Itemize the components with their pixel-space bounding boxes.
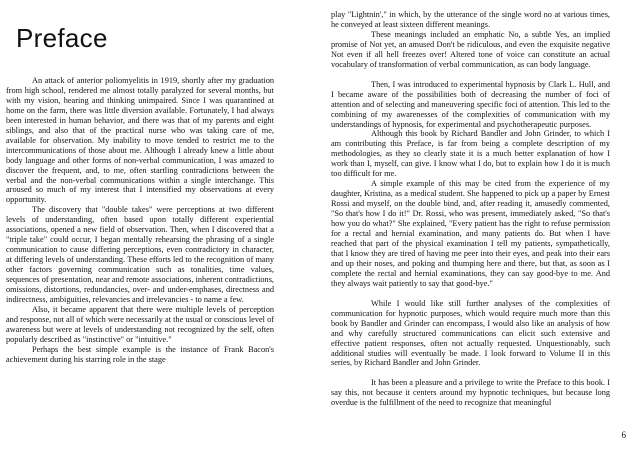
paragraph: An attack of anterior poliomyelitis in 1919, shortly after my graduation from high school, rendered me almost totally paralyzed for several months, but with my vision, hearing and thinking unimpaired. Since I was quarantined at home on the farm, there was little diversion available. Fortunately, I had always been interested in human behavior, and there was that of my parents and eight siblings, and also that of the practical nurse who was taking care of me, available for observation. My inability to move tended to restrict me to the intercommunications of those about me. Although I already knew a little about body language and other forms of non-verbal communication, I was amazed to discover the frequent, and, to me, often startling contradictions between the verbal and the non-verbal communications within a single interchange. This aroused so much of my interest that I intensified my observations at every opportunity. (6, 76, 274, 205)
paragraph-gap (331, 368, 610, 378)
paragraph: Although this book by Richard Bandler and John Grinder, to which I am contributing this Preface, is far from being a complete description of my methodologies, as they so clearly state it is a much better explanation of how I work than I, myself, can give. I know what I do, but to explain how I do it is much too difficult for me. (331, 129, 610, 179)
paragraph: While I would like still further analyses of the complexities of communication for hypnotic purposes, which would require much more than this book by Bandler and Grinder can encompass, I would also like an analysis of how and why carefully structured communications can elicit such extensive and effective patient responses, often not actually requested. Unquestionably, such additional studies will eventually be made. I look forward to Volume II in this series, by Richard Bandler and John Grinder. (331, 298, 610, 368)
paragraph: A simple example of this may be cited from the experience of my daughter, Kristina, as a medical student. She happened to pick up a paper by Ernest Rossi and myself, on the double bind, and, after reading it, amusedly commented, "So that's how I do it!" Dr. Rossi, who was present, immediately asked, "So that's how you do what?" She explained, "Every patient has the right to refuse permission for a rectal and hernial examination, and many patients do. But when I have reached that part of the physical examination I tell my patients, sympathetically, that I know they are tired of having me peer into their eyes, and peak into their ears and up their noses, and poking and thumping here and there, but that, as soon as I complete the rectal and hernial examinations, they can say good-bye to me. And they always wait patiently to say that good-bye." (331, 179, 610, 288)
paragraph: The discovery that "double takes" were perceptions at two different levels of understanding, often based upon totally different experiential associations, opened a new field of observation. Then, when I discovered that a "triple take" could occur, I began mentally rehearsing the phrasing of a single communication to cause differing perceptions, even contradictory in character, at differing levels of understanding. These efforts led to the recognition of many other factors governing communication such as tonalities, time values, sequences of presentation, near and remote associations, inherent contradictions, omissions, distortions, redundancies, over- and under-emphases, directness and indirectness, ambiguities, relevancies and irrelevancies - to name a few. (6, 205, 274, 304)
paragraph-gap (331, 70, 610, 80)
left-column-body (6, 76, 274, 365)
page-number: 6 (621, 430, 626, 440)
right-column-body (331, 10, 610, 408)
paragraph: Also, it became apparent that there were multiple levels of perception and response, not all of which were necessarily at the usual or conscious level of awareness but were at levels of understanding not recognized by the self, often popularly described as "instinctive" or "intuitive." (6, 304, 274, 344)
paragraph: It has been a pleasure and a privilege to write the Preface to this book. I say this, not because it centers around my hypnotic techniques, but because long overdue is the fulfillment of the need to recognize that meaningful (331, 378, 610, 408)
paragraph-gap (331, 289, 610, 299)
page-title: Preface (16, 23, 108, 53)
paragraph: Then, I was introduced to experimental hypnosis by Clark L. Hull, and I became aware of the possibilities both of decreasing the number of foci of attention and of selecting and maneuvering specific foci of attention. This led to the combining of my awarenesses of the complexities of communication with my understandings of hypnosis, for experimental and psychotherapeutic purposes. (331, 79, 610, 129)
paragraph: These meanings included an emphatic No, a subtle Yes, an implied promise of Not yet, an amused Don't be ridiculous, and even the exquisite negative Not even if all hell freezes over! Altered tone of voice can constitute an actual vocabulary of transformation of verbal communication, as can body language. (331, 29, 610, 69)
paragraph: Perhaps the best simple example is the instance of Frank Bacon's achievement during his starring role in the stage (6, 344, 274, 364)
paragraph: play "Lightnin'," in which, by the utterance of the single word no at various times, he conveyed at least sixteen different meanings. (331, 10, 610, 29)
